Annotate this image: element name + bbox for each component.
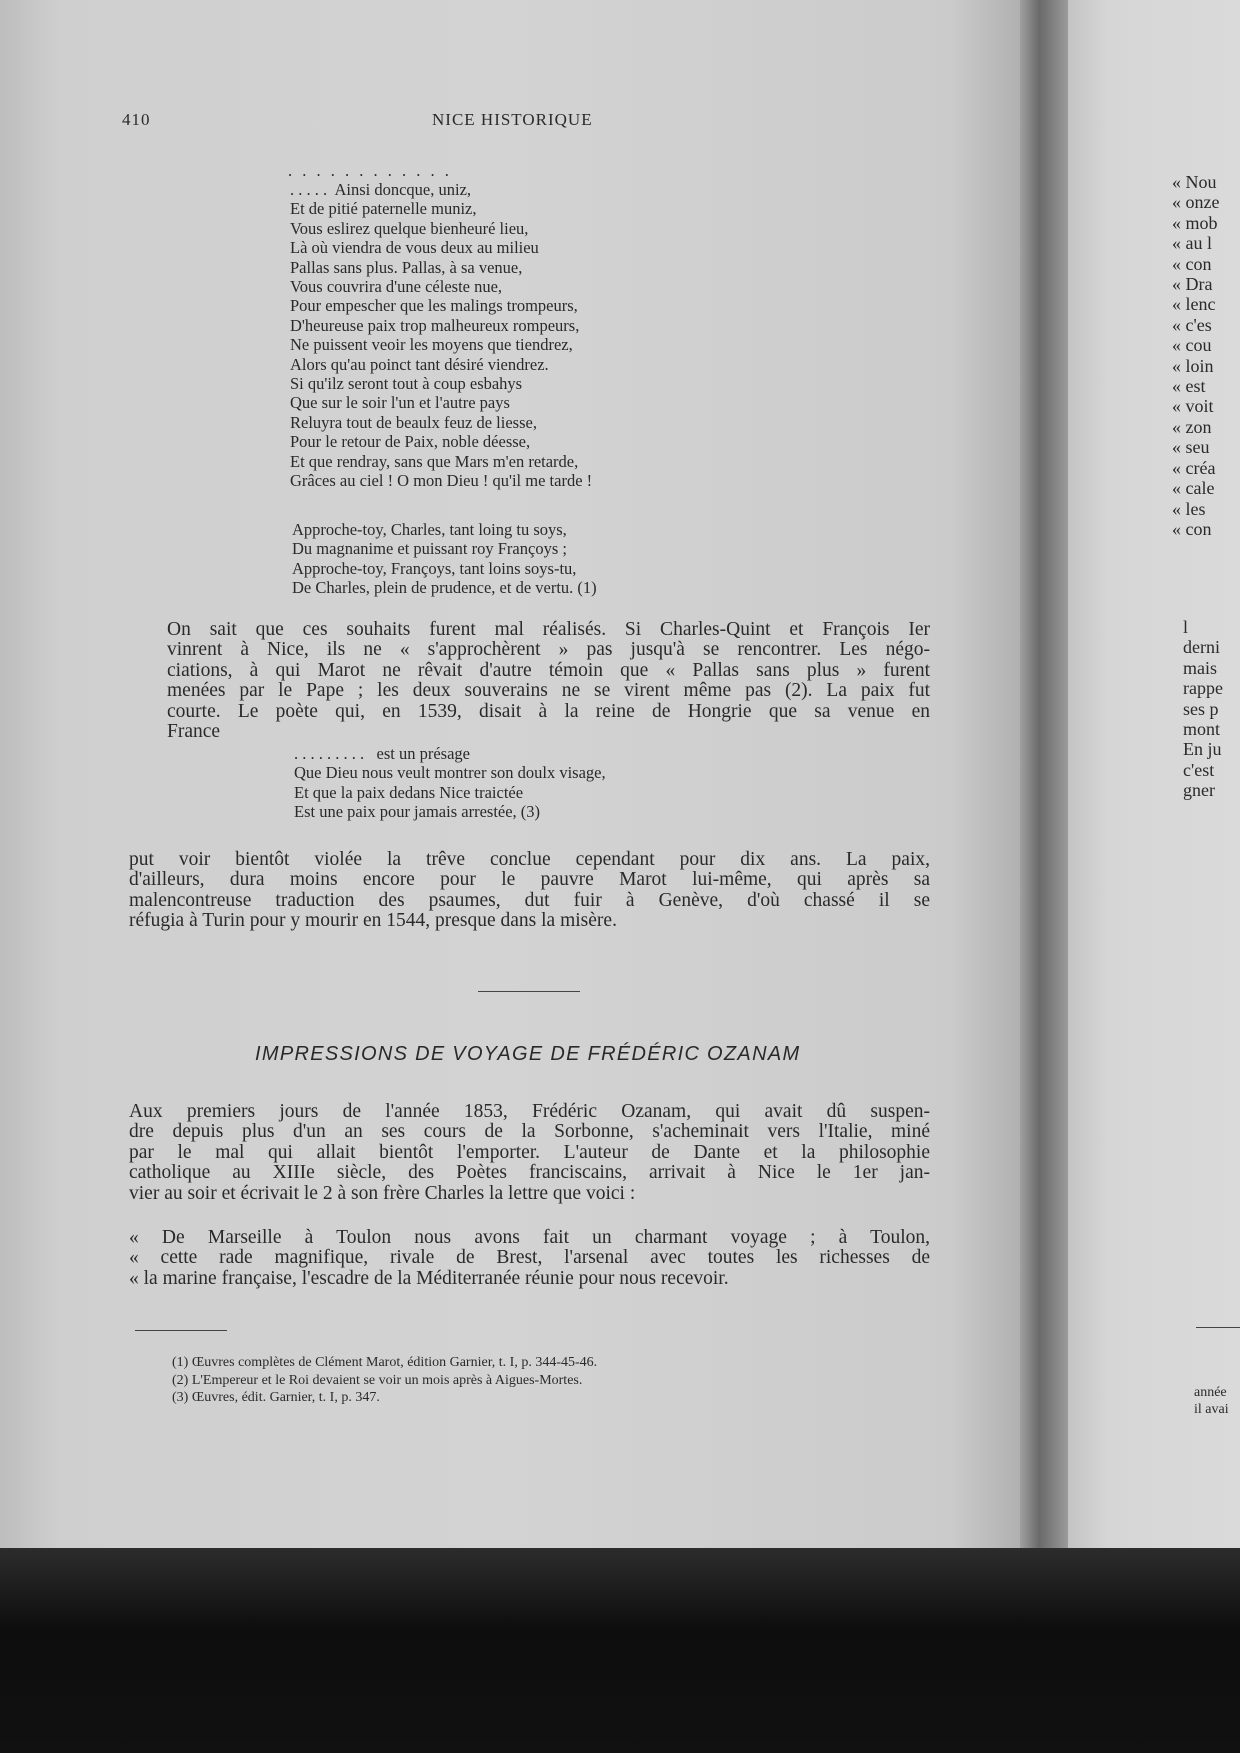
facing-line: « les	[1172, 498, 1206, 519]
verse-line: Ne puissent veoir les moyens que tiendrez,	[290, 335, 573, 355]
prose-line: d'ailleurs, dura moins encore pour le pauvre Marot lui-même, qui après sa	[129, 869, 930, 891]
prose-line: par le mal qui allait bientôt l'emporter. L'auteur de Dante et la philosophie	[129, 1141, 930, 1163]
poem-ellipsis: . . . . . . . . . . . .	[288, 161, 452, 180]
prose-line: ciations, à qui Marot ne rêvait d'autre témoin que « Pallas sans plus » furent	[167, 659, 930, 681]
verse-line: Et de pitié paternelle muniz,	[290, 199, 477, 219]
verse-line: Vous eslirez quelque bienheuré lieu,	[290, 218, 529, 238]
prose-line: « De Marseille à Toulon nous avons fait un charmant voyage ; à Toulon,	[129, 1227, 930, 1248]
facing-line: c'est	[1183, 759, 1215, 780]
facing-line: « mob	[1172, 212, 1218, 233]
facing-line: « voit	[1172, 396, 1214, 417]
verse-line: Pallas sans plus. Pallas, à sa venue,	[290, 257, 523, 277]
prose-line: dre depuis plus d'un an ses cours de la Sorbonne, s'acheminait vers l'Italie, miné	[129, 1121, 930, 1143]
facing-line: « loin	[1172, 355, 1214, 376]
facing-line: rappe	[1183, 678, 1223, 699]
verse-line: D'heureuse paix trop malheureux rompeurs,	[290, 315, 580, 335]
prose-line: catholique au XIIIe siècle, des Poètes franciscains, arrivait à Nice le 1er jan-	[129, 1162, 930, 1184]
paragraph-ozanam-intro	[129, 1102, 930, 1204]
section-title: IMPRESSIONS DE VOYAGE DE FRÉDÉRIC OZANAM	[255, 1043, 801, 1065]
facing-line: « con	[1172, 518, 1212, 539]
verse-line: Est une paix pour jamais arrestée, (3)	[294, 802, 541, 822]
paragraph-marot-peace	[167, 620, 930, 742]
verse-line: Approche-toy, Charles, tant loing tu soys,	[292, 520, 567, 539]
prose-line: France	[167, 721, 221, 743]
footnote: (1) Œuvres complètes de Clément Marot, édition Garnier, t. I, p. 344-45-46.	[172, 1355, 598, 1370]
facing-line: « lenc	[1172, 294, 1216, 315]
facing-footnote-divider	[1196, 1327, 1240, 1328]
facing-line: « créa	[1172, 457, 1216, 478]
page-number: 410	[122, 110, 151, 129]
prose-line: courte. Le poète qui, en 1539, disait à la reine de Hongrie que sa venue en	[167, 700, 930, 722]
prose-line: Aux premiers jours de l'année 1853, Frédéric Ozanam, qui avait dû suspen-	[129, 1101, 930, 1122]
verse-line: Grâces au ciel ! O mon Dieu ! qu'il me tarde !	[290, 471, 593, 491]
facing-line: ses p	[1183, 698, 1219, 719]
prose-line: vinrent à Nice, ils ne « s'approchèrent » pas jusqu'à se rencontrer. Les négo-	[167, 639, 930, 661]
facing-line: mais	[1183, 657, 1217, 678]
facing-page-column	[1172, 172, 1219, 539]
verse-line: Si qu'ilz seront tout à coup esbahys	[290, 374, 523, 394]
verse-line: Vous couvrira d'une céleste nue,	[290, 277, 503, 297]
paragraph-letter-quote	[129, 1228, 930, 1289]
verse-line: Pour empescher que les malings trompeurs,	[290, 296, 578, 316]
verse-line: Là où viendra de vous deux au milieu	[290, 238, 539, 258]
facing-line: « au l	[1172, 233, 1212, 254]
prose-line: réfugia à Turin pour y mourir en 1544, presque dans la misère.	[129, 910, 617, 932]
facing-line: « onze	[1172, 192, 1220, 213]
prose-line: « cette rade magnifique, rivale de Brest, l'arsenal avec toutes les richesses de	[129, 1247, 930, 1269]
verse-line: Que sur le soir l'un et l'autre pays	[290, 393, 510, 413]
paragraph-truce	[129, 850, 930, 932]
facing-line: « seu	[1172, 437, 1210, 458]
footnote: (3) Œuvres, édit. Garnier, t. I, p. 347.	[172, 1390, 380, 1405]
prose-line: menées par le Pape ; les deux souverains ne se virent même pas (2). La paix fut	[167, 680, 930, 702]
facing-note: il avai	[1194, 1402, 1229, 1417]
section-divider	[478, 991, 580, 992]
facing-page-footnotes	[1194, 1384, 1229, 1418]
verse-line: Reluyra tout de beaulx feuz de liesse,	[290, 412, 537, 432]
footnote-divider	[135, 1330, 227, 1331]
facing-line: « cale	[1172, 478, 1215, 499]
facing-line: « con	[1172, 253, 1212, 274]
verse-line: Pour le retour de Paix, noble déesse,	[290, 432, 531, 452]
facing-line: mont	[1183, 719, 1221, 740]
verse-line: Approche-toy, Françoys, tant loins soys-tu,	[292, 558, 577, 578]
book-gutter	[1020, 0, 1068, 1548]
facing-page-paragraph	[1183, 617, 1223, 801]
scanner-background	[0, 1548, 1240, 1753]
verse-line: Et que rendray, sans que Mars m'en retarde,	[290, 451, 579, 471]
verse-line: . . . . . Ainsi doncque, uniz,	[290, 180, 472, 199]
poem-quote-1	[290, 180, 592, 491]
verse-line: Alors qu'au poinct tant désiré viendrez.	[290, 354, 549, 374]
prose-line: On sait que ces souhaits furent mal réalisés. Si Charles-Quint et François Ier	[167, 619, 930, 640]
verse-line: Que Dieu nous veult montrer son doulx visage,	[294, 763, 606, 783]
facing-line: l	[1183, 617, 1189, 637]
facing-line: « est	[1172, 376, 1206, 397]
footnotes	[172, 1354, 597, 1407]
facing-line: « cou	[1172, 335, 1212, 356]
verse-line: Et que la paix dedans Nice traictée	[294, 782, 524, 802]
footnote: (2) L'Empereur et le Roi devaient se voir un mois après à Aigues-Mortes.	[172, 1372, 583, 1388]
prose-line: « la marine française, l'escadre de la Méditerranée réunie pour nous recevoir.	[129, 1267, 729, 1289]
prose-line: malencontreuse traduction des psaumes, dut fuir à Genève, d'où chassé il se	[129, 889, 930, 911]
prose-line: vier au soir et écrivait le 2 à son frère Charles la lettre que voici :	[129, 1182, 636, 1204]
poem-quote-2	[294, 744, 606, 822]
facing-note: année	[1194, 1385, 1227, 1400]
prose-line: put voir bientôt violée la trêve conclue cependant pour dix ans. La paix,	[129, 849, 930, 870]
running-header: NICE HISTORIQUE	[432, 110, 593, 129]
facing-line: « Dra	[1172, 274, 1213, 295]
facing-line: derni	[1183, 637, 1220, 658]
verse-line: . . . . . . . . . est un présage	[294, 744, 470, 763]
facing-line: « zon	[1172, 416, 1212, 437]
verse-line: Du magnanime et puissant roy Françoys ;	[292, 539, 567, 559]
verse-line: De Charles, plein de prudence, et de vertu. (1)	[292, 578, 597, 598]
facing-line: En ju	[1183, 739, 1222, 760]
facing-line: gner	[1183, 780, 1215, 801]
facing-line: « c'es	[1172, 314, 1212, 335]
facing-line: « Nou	[1172, 172, 1217, 192]
poem-quote-1-stanza-2	[292, 520, 597, 598]
